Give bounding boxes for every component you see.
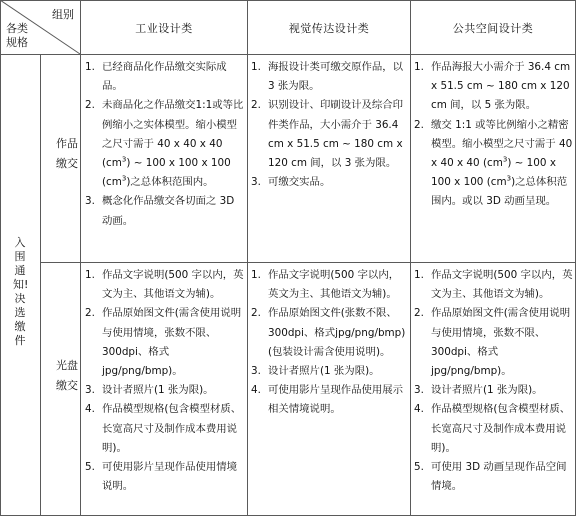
- item-number: 4.: [414, 403, 424, 416]
- list-item: 1. 海报设计类可缴交原作品，以 3 张为限。: [251, 58, 407, 96]
- list-item: 1. 已经商品化作品缴交实际成品。: [85, 58, 245, 96]
- item-number: 2.: [251, 307, 261, 320]
- item-number: 3.: [251, 176, 261, 189]
- item-number: 5.: [85, 461, 95, 474]
- list-item: 2. 未商品化之作品缴交1:1或等比例缩小之实体模型。缩小模型之尺寸需于 40 x 40 x 40 $(cm^3)$ ~ 100 x 100 x 100 $(cm^3)$之总体积范围内。: [85, 96, 245, 192]
- item-number: 1.: [85, 61, 95, 73]
- list-item: 1. 作品海报大小需介于 36.4 cm x 51.5 cm ~ 180 cm x 120 cm 间，以 5 张为限。: [414, 58, 574, 116]
- label-divider: [80, 0, 81, 516]
- group-divider: [40, 54, 41, 516]
- list-item: 2. 作品原始图文件(需含使用说明与使用情境，张数不限、300dpi、格式jpg/png/bmp)。: [414, 304, 574, 381]
- item-number: 3.: [251, 365, 261, 378]
- list-item: 1. 作品文字说明(500 字以内，英文为主、其他语文为辅)。: [414, 266, 574, 304]
- item-number: 2.: [85, 99, 95, 112]
- item-number: 1.: [414, 61, 424, 73]
- corner-kind-label: 各类 规格: [6, 22, 28, 49]
- item-list: [414, 58, 574, 212]
- col1-divider: [247, 0, 248, 516]
- item-number: 1.: [251, 61, 261, 73]
- item-number: 2.: [414, 307, 424, 320]
- row-group-label: 入围通知!决选缴件: [13, 236, 29, 347]
- cell-industrial-submission: [85, 58, 245, 231]
- list-item: 5. 可使用 3D 动画呈现作品空间情境。: [414, 458, 574, 496]
- cell-public-space-disc: [414, 266, 574, 496]
- list-item: 1. 作品文字说明(500 字以内，英文为主、其他语文为辅)。: [85, 266, 245, 304]
- list-item: 4. 可使用影片呈现作品使用展示相关情境说明。: [251, 381, 407, 419]
- header-visual: 视觉传达设计类: [288, 21, 370, 35]
- item-number: 1.: [414, 269, 424, 281]
- item-list: [414, 266, 574, 496]
- item-list: [251, 266, 407, 420]
- item-number: 3.: [85, 195, 95, 208]
- list-item: 3. 概念化作品缴交各切面之 3D 动画。: [85, 192, 245, 230]
- item-number: 4.: [85, 403, 95, 416]
- item-number: 2.: [85, 307, 95, 320]
- item-number: 1.: [251, 269, 261, 281]
- corner-group-label: 组别: [52, 8, 74, 21]
- header-public-space: 公共空间设计类: [452, 21, 534, 35]
- list-item: 3. 设计者照片(1 张为限)。: [251, 362, 407, 381]
- cell-industrial-disc: [85, 266, 245, 496]
- list-item: 3. 可缴交实品。: [251, 173, 407, 192]
- cell-public-space-submission: [414, 58, 574, 212]
- list-item: 2. 作品原始图文件(需含使用说明与使用情境，张数不限、300dpi、格式jpg/png/bmp)。: [85, 304, 245, 381]
- item-number: 5.: [414, 461, 424, 474]
- item-list: [85, 58, 245, 231]
- list-item: 4. 作品模型规格(包含模型材质、长宽高尺寸及制作成本费用说明)。: [85, 400, 245, 458]
- header-divider: [0, 54, 576, 55]
- col2-divider: [410, 0, 411, 516]
- list-item: 2. 识别设计、印刷设计及综合印件类作品，大小需介于 36.4 cm x 51.5 cm ~ 180 cm x 120 cm 间，以 3 张为限。: [251, 96, 407, 173]
- row-label-disc: 光盘 缴交: [56, 359, 78, 392]
- item-number: 2.: [251, 99, 261, 112]
- table-border-left: [0, 0, 1, 516]
- list-item: 2. 作品原始图文件(张数不限、300dpi、格式jpg/png/bmp)(包装设计需含使用说明)。: [251, 304, 407, 362]
- item-list: [251, 58, 407, 192]
- header-industrial: 工业设计类: [135, 21, 193, 35]
- item-number: 1.: [85, 269, 95, 281]
- cell-visual-disc: [251, 266, 407, 420]
- list-item: 1. 作品文字说明(500 字以内，英文为主、其他语文为辅)。: [251, 266, 407, 304]
- row-label-submission: 作品 缴交: [56, 137, 78, 170]
- list-item: 2. 缴交 1:1 或等比例缩小之精密模型。缩小模型之尺寸需于 40 x 40 x 40 $(cm^3)$ ~ 100 x 100 x 100 $(cm^3)$之总体积范围内。或以 3D 动画呈现。: [414, 116, 574, 212]
- item-number: 3.: [85, 384, 95, 397]
- cell-visual-submission: [251, 58, 407, 192]
- list-item: 4. 作品模型规格(包含模型材质、长宽高尺寸及制作成本费用说明)。: [414, 400, 574, 458]
- item-number: 3.: [414, 384, 424, 397]
- item-number: 4.: [251, 384, 261, 397]
- list-item: 3. 设计者照片(1 张为限)。: [85, 381, 245, 400]
- list-item: 3. 设计者照片(1 张为限)。: [414, 381, 574, 400]
- list-item: 5. 可使用影片呈现作品使用情境说明。: [85, 458, 245, 496]
- item-list: [85, 266, 245, 496]
- item-number: 2.: [414, 118, 424, 131]
- row-divider: [40, 262, 576, 263]
